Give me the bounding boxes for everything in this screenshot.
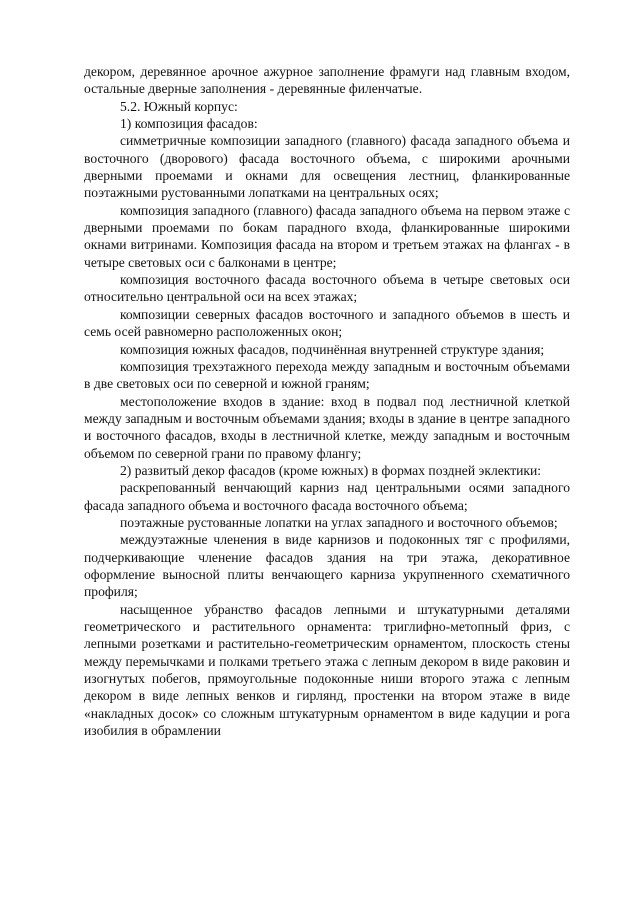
list-heading-facade-composition: 1) композиция фасадов:	[120, 116, 258, 132]
paragraph-stucco-decoration: насыщенное убранство фасадов лепными и штукатурными деталями геометрического и растительного орнамента: триглифно-метопный фриз, с лепными розетками и растительно-геометрическим орнаментом, плоскость стены между перемычками и полками третьего этажа с лепным декором в виде раковин и изогнутых побегов, прямоугольные подоконные ниши второго этажа с лепным декором в виде лепных венков и гирлянд, простенки на втором этаже в виде «накладных досок» со сложным штукатурным орнаментом в виде кадуции и рога изобилия в обрамлении	[84, 601, 570, 739]
paragraph-continuation: декором, деревянное арочное ажурное заполнение фрамуги над главным входом, остальные дверные заполнения - деревянные филенчатые.	[84, 64, 570, 97]
paragraph-north-facades: композиции северных фасадов восточного и западного объемов в шесть и семь осей равномерно расположенных окон;	[84, 306, 570, 340]
paragraph-east-facade-composition: композиция восточного фасада восточного объема в четыре световых оси относительно центральной оси на всех этажах;	[84, 272, 570, 305]
paragraph-west-facade-composition: композиция западного (главного) фасада западного объема на первом этаже с дверными проемами по бокам парадного входа, фланкированные широкими окнами витринами. Композиция фасада на втором и третьем этажах на флангах - в четыре световых оси с балконами в центре;	[84, 202, 570, 270]
paragraph-cornice: раскрепованный венчающий карниз над центральными осями западного фасада западного объема и восточного фасада восточного объема;	[84, 480, 570, 513]
paragraph-entrances: местоположение входов в здание: вход в подвал под лестничной клеткой между западным и восточным объемами здания; входы в здание в центре западного и восточного фасадов, входы в лестничной клетке, между западным и восточным объемом по северной грани по правому флангу;	[84, 393, 570, 461]
paragraph-south-facades: композиция южных фасадов, подчинённая внутренней структуре здания;	[120, 341, 545, 357]
paragraph-symmetric-compositions: симметричные композиции западного (главного) фасада западного объема и восточного (дворового) фасада восточного объема, с широкими арочными дверными проемами и окнами для освещения лестниц, фланкированные поэтажными рустованными лопатками на центральных осях;	[84, 133, 570, 201]
paragraph-interfloor-divisions: междуэтажные членения в виде карнизов и подоконных тяг с профилями, подчеркивающие членение фасадов здания на три этажа, декоративное оформление выносной плиты венчающего карниза укрупненного схематичного профиля;	[84, 532, 570, 600]
section-heading-south-building: 5.2. Южный корпус:	[120, 98, 238, 114]
paragraph-pilasters: поэтажные рустованные лопатки на углах западного и восточного объемов;	[120, 514, 558, 530]
list-heading-facade-decor: 2) развитый декор фасадов (кроме южных) в формах поздней эклектики:	[120, 462, 542, 478]
paragraph-passage-composition: композиция трехэтажного перехода между западным и восточным объемами в две световых оси по северной и южной граням;	[84, 358, 570, 392]
document-text	[84, 63, 570, 739]
